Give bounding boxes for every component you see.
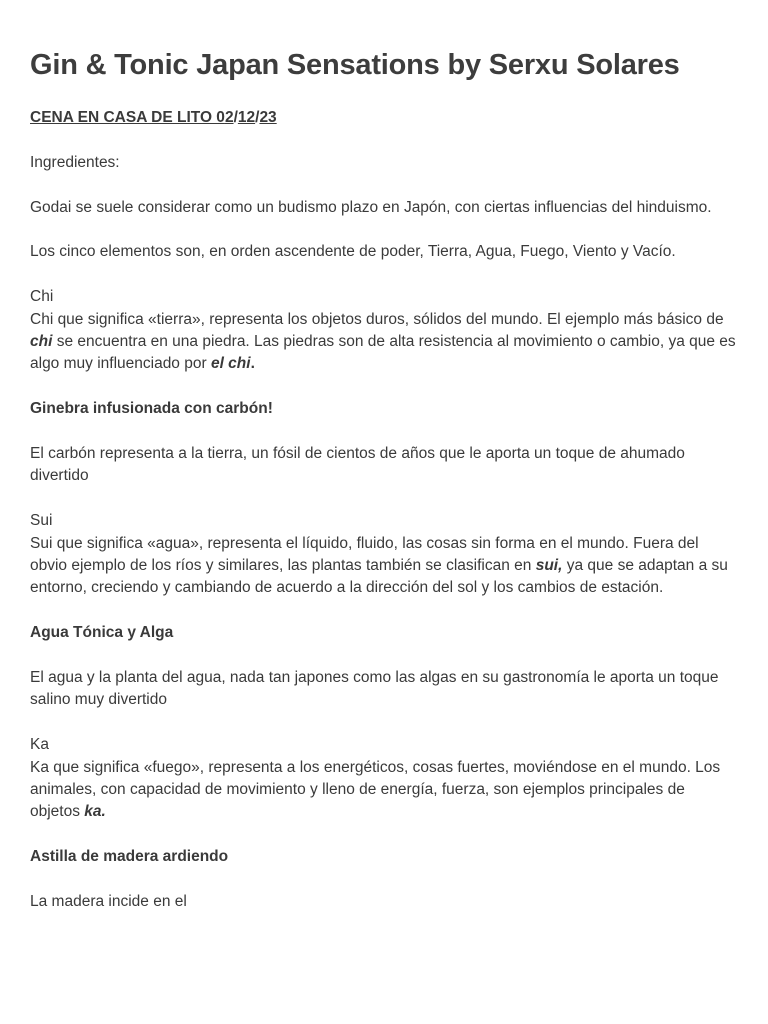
subtitle-date (30, 107, 738, 129)
chi-emphasis-2: el chi (210, 355, 251, 373)
chi-text-3: . (250, 355, 255, 373)
ka-section (30, 734, 738, 824)
sui-heading: Sui (30, 512, 53, 530)
chi-text-1: Chi que significa «tierra», representa los objetos duros, sólidos del mundo. El ejemplo más básico de (30, 310, 724, 328)
chi-section (30, 286, 738, 376)
ingredient-1-description: El carbón representa a la tierra, un fósil de cientos de años que le aporta un toque de ahumado divertido (30, 445, 685, 485)
ka-text-1: Ka que significa «fuego», representa a los energéticos, cosas fuertes, moviéndose en el mundo. Los animales, con capacidad de movimiento y lleno de energía, fuerza, son ejemplos principales de objetos (30, 758, 721, 821)
ka-emphasis-1: ka (84, 803, 102, 821)
chi-emphasis-1: chi (30, 333, 53, 350)
ka-text-2: . (101, 803, 106, 821)
ka-heading: Ka (30, 736, 49, 754)
page-title: Gin & Tonic Japan Sensations by Serxu Solares (30, 49, 680, 81)
sui-emphasis-1: sui, (535, 557, 563, 575)
subtitle-part-6: 23 (259, 109, 277, 126)
sui-text-1: Sui que significa «agua», representa el líquido, fluido, las cosas sin forma en el mundo. Fuera del obvio ejemplo de los ríos y similares, las plantas también se clasifican en (30, 534, 699, 575)
elements-paragraph: Los cinco elementos son, en orden ascendente de poder, Tierra, Agua, Fuego, Viento y Vacío. (30, 243, 676, 261)
subtitle-part-4: 12 (237, 109, 256, 126)
ingredient-2-name: Agua Tónica y Alga (30, 624, 174, 642)
document-body (30, 107, 738, 913)
chi-text-2: se encuentra en una piedra. Las piedras son de alta resistencia al movimiento o cambio, ya que es algo muy influenciado por (30, 333, 736, 373)
ingredient-3-name: Astilla de madera ardiendo (30, 848, 229, 866)
ingredient-2-description: El agua y la planta del agua, nada tan japones como las algas en su gastronomía le aporta un toque salino muy divertido (30, 669, 719, 709)
subtitle-part-2: 2 (224, 109, 234, 126)
ingredient-3-description: La madera incide en el (30, 893, 187, 911)
intro-paragraph: Godai se suele considerar como un budismo plazo en Japón, con ciertas influencias del hinduismo. (30, 198, 712, 216)
sui-section (30, 510, 738, 600)
ingredients-label: Ingredientes: (30, 153, 120, 171)
sui-text-2: ya que se adaptan a su entorno, creciendo y cambiando de acuerdo a la dirección del sol y los cambios de estación. (30, 557, 728, 597)
subtitle-part-3: / (233, 109, 238, 126)
subtitle-part-5: / (255, 109, 260, 126)
ingredient-1-name: Ginebra infusionada con carbón! (30, 400, 273, 418)
chi-heading: Chi (30, 288, 54, 306)
subtitle-part-1: CENA EN CASA DE LITO 0 (30, 109, 225, 126)
